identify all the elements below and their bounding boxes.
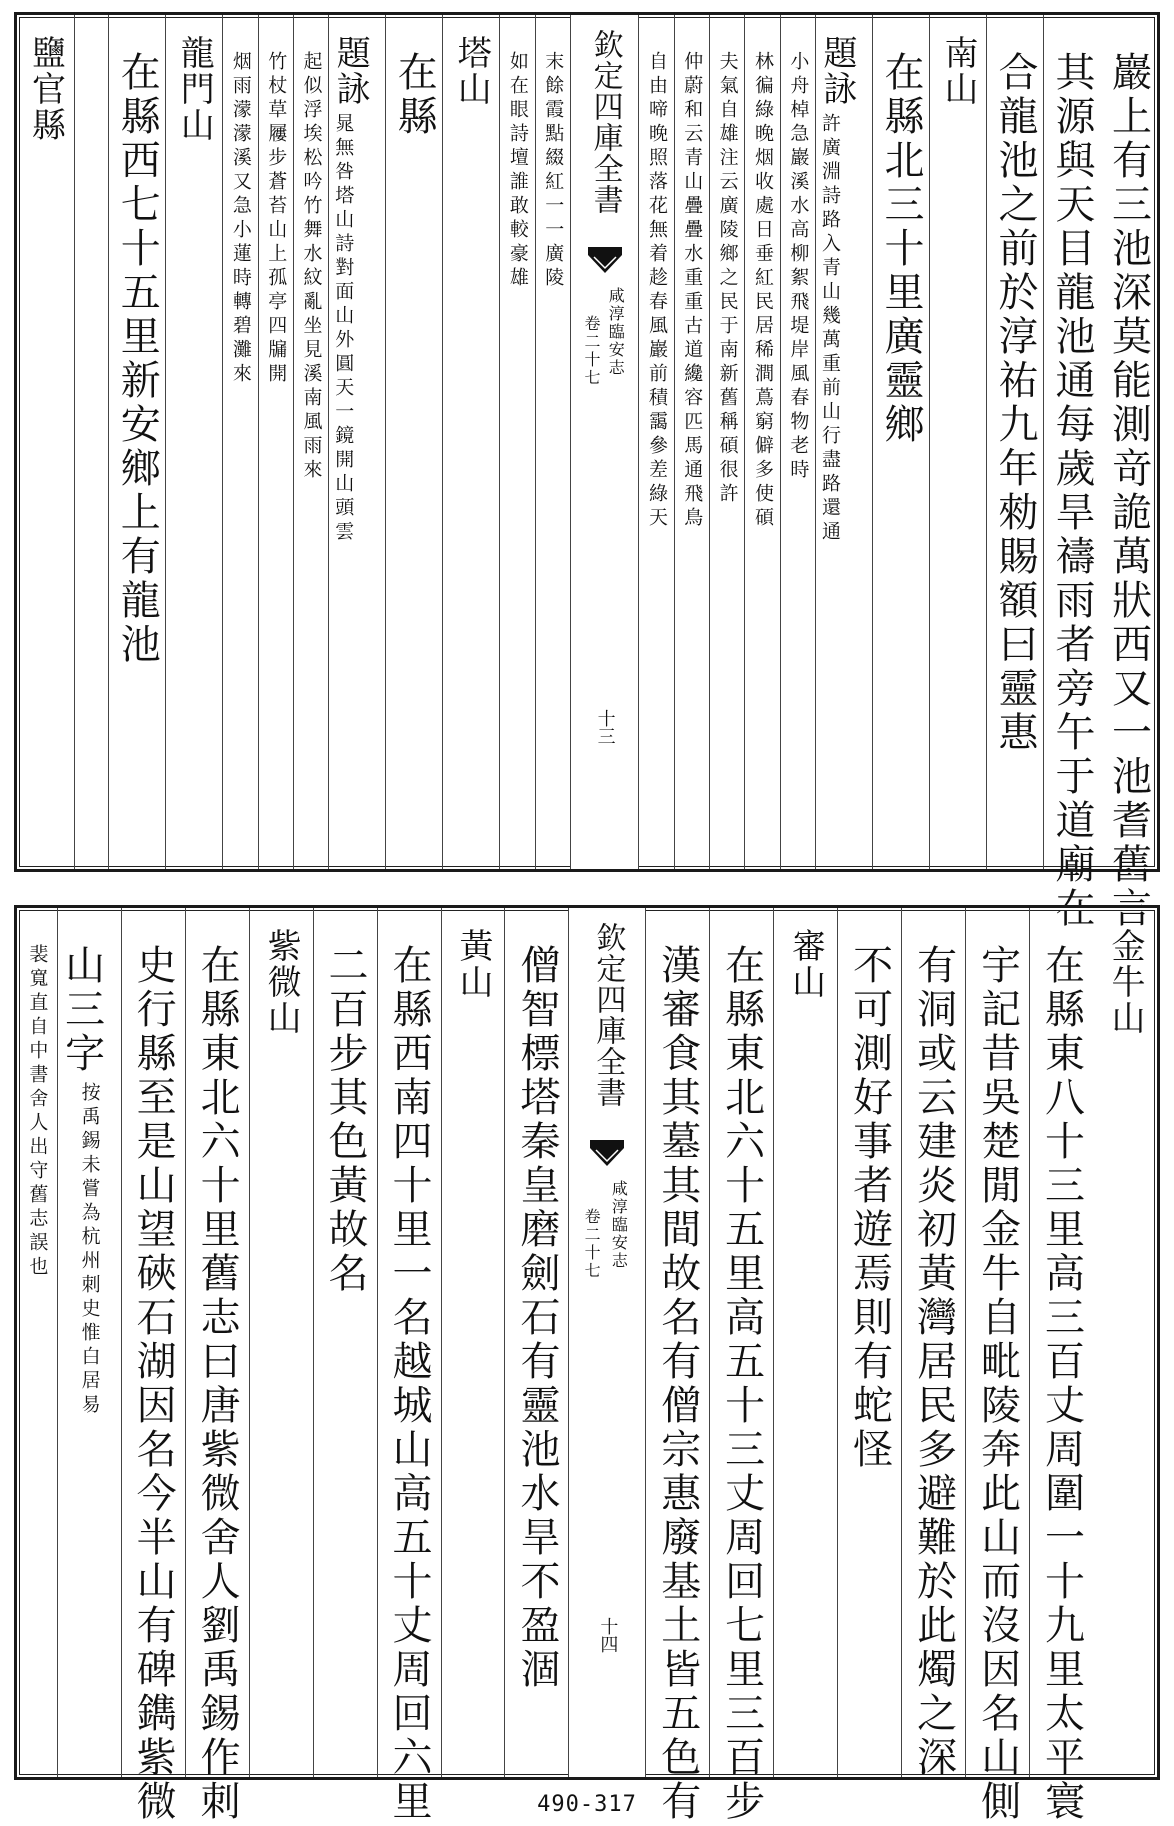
annotation-text: 夫氣自雄注云廣陵鄉之民于南新舊稱碩很許 (716, 51, 739, 507)
text-column (17, 15, 74, 869)
text-column (499, 15, 534, 869)
section-heading: 審山 (785, 928, 826, 1000)
fishtail-mark-icon (588, 247, 622, 275)
body-text: 在縣東八十三里高三百丈周圍一十九里太平寰 (1038, 944, 1085, 1824)
text-column (1100, 15, 1157, 931)
text-column (744, 15, 779, 869)
text-column (872, 15, 929, 869)
text-column (222, 15, 257, 869)
text-column (17, 908, 57, 1777)
annotation-text: 烟雨濛濛溪又急小蓮時轉碧灘來 (229, 51, 252, 387)
collection-title: 欽定四庫全書 (587, 29, 623, 215)
text-column (815, 15, 872, 869)
text-column (709, 15, 744, 869)
text-column (901, 908, 965, 1780)
volume-number: 卷二十七 (582, 1208, 602, 1280)
annotation-text: 林徧綠晚烟收處日垂紅民居稀澗蔦窮僻多使碩 (751, 51, 774, 531)
body-text: 史行縣至是山望硤石湖因名今半山有碑鐫紫微 (130, 944, 177, 1824)
annotation-text: 按禹錫未嘗為杭州刺史惟白居易 (78, 1082, 101, 1418)
annotation-text: 末餘霞點綴紅一一廣陵 (542, 51, 565, 291)
body-text: 在縣東北六十五里高五十三丈周回七里三百步 (718, 944, 765, 1824)
center-fold-column (570, 15, 638, 869)
text-column (1029, 908, 1093, 1824)
collection-title: 欽定四庫全書 (590, 922, 626, 1108)
text-column (293, 15, 328, 869)
body-text: 在縣西南四十里一名越城山高五十丈周回六里 (386, 944, 432, 1824)
section-heading: 龍門山 (174, 35, 215, 143)
text-column (929, 15, 986, 869)
text-column (165, 15, 222, 869)
annotation-text: 仲蔚和云青山疊疊水重重古道纔容匹馬通飛鳥 (681, 51, 704, 531)
section-heading: 金牛山 (1105, 928, 1145, 1036)
text-column (837, 908, 901, 1777)
section-heading: 紫微山 (261, 928, 302, 1036)
text-column (504, 908, 568, 1777)
text-column (638, 15, 673, 869)
body-text: 二百步其色黃故名 (322, 944, 369, 1296)
text-column (709, 908, 773, 1824)
text-column (313, 908, 377, 1777)
text-column (965, 908, 1029, 1824)
annotation-text: 起似浮埃松吟竹舞水紋亂坐見溪南風雨來 (300, 51, 323, 483)
text-column (441, 908, 505, 1777)
folio-number: 十四 (597, 1617, 619, 1653)
body-text: 在縣東北六十里舊志曰唐紫微舍人劉禹錫作刺 (194, 944, 241, 1824)
text-column (57, 908, 121, 1777)
folio-number: 十三 (594, 709, 616, 745)
text-column (377, 908, 441, 1824)
text-column (328, 15, 385, 869)
annotation-text: 小舟棹急巖溪水高柳絮飛堤岸風春物老時 (787, 51, 810, 483)
section-heading: 鹽官縣 (25, 35, 66, 143)
text-column (442, 15, 499, 869)
upper-page (14, 12, 1160, 931)
section-heading: 黃山 (452, 928, 493, 1000)
body-text: 山三字 (58, 944, 105, 1076)
body-text: 宇記昔吳楚閒金牛自毗陵奔此山而沒因名山側 (974, 944, 1021, 1824)
text-column (185, 908, 249, 1824)
text-column (249, 908, 313, 1777)
body-text: 不可測好事者遊焉則有蛇怪 (846, 944, 893, 1472)
body-text: 在縣 (391, 51, 438, 139)
annotation-text: 許廣淵詩路入青山幾萬重前山行盡路還通 (819, 113, 841, 545)
text-column (385, 15, 442, 869)
body-text: 其源與天目龍池通每歲旱禱雨者旁午于道廟在 (1049, 51, 1095, 931)
text-column (674, 15, 709, 869)
text-column (121, 908, 185, 1824)
annotation-text: 竹杖草屨步蒼苔山上孤亭四牖開 (265, 51, 288, 387)
body-text: 在縣西七十五里新安鄉上有龍池 (114, 51, 161, 667)
text-column (108, 15, 165, 869)
book-title: 咸淳臨安志 (606, 287, 626, 377)
text-column (1093, 908, 1157, 1777)
text-column (535, 15, 570, 869)
page-reference-number: 490-317 (537, 1792, 637, 1817)
text-column (773, 908, 837, 1777)
text-column (1043, 15, 1100, 931)
body-text: 巖上有三池深莫能測竒詭萬狀西又一池耆舊言 (1105, 51, 1152, 931)
section-heading: 南山 (938, 35, 978, 107)
annotation-text: 裴寬直自中書舍人出守舊志誤也 (26, 944, 49, 1280)
center-fold-column (568, 908, 645, 1777)
body-text: 在縣北三十里廣靈鄉 (878, 51, 924, 447)
annotation-text: 自由啼晚照落花無着趁春風巖前積靄參差綠天 (645, 51, 668, 531)
fishtail-mark-icon (590, 1140, 624, 1168)
annotation-text: 晁無咎塔山詩對面山外圓天一鏡開山頭雲 (332, 113, 355, 545)
section-heading: 題詠 (817, 35, 857, 107)
volume-number: 卷二十七 (582, 315, 602, 387)
text-column (258, 15, 293, 869)
book-title: 咸淳臨安志 (609, 1180, 629, 1270)
text-column (986, 15, 1043, 869)
body-text: 漢審食其墓其間故名有僧宗惠廢基土皆五色有 (654, 944, 701, 1824)
text-column (645, 908, 709, 1824)
text-column (780, 15, 815, 869)
text-column (74, 15, 108, 869)
body-text: 合龍池之前於淳祐九年勑賜額曰靈惠 (992, 51, 1038, 755)
body-text: 僧智標塔秦皇磨劍石有靈池水旱不盈涸 (513, 944, 560, 1692)
section-heading: 塔山 (451, 35, 492, 107)
annotation-text: 如在眼詩壇誰敢較豪雄 (506, 51, 529, 291)
body-text: 有洞或云建炎初黃灣居民多避難於此燭之深 (910, 944, 957, 1780)
section-heading: 題詠 (330, 35, 371, 107)
